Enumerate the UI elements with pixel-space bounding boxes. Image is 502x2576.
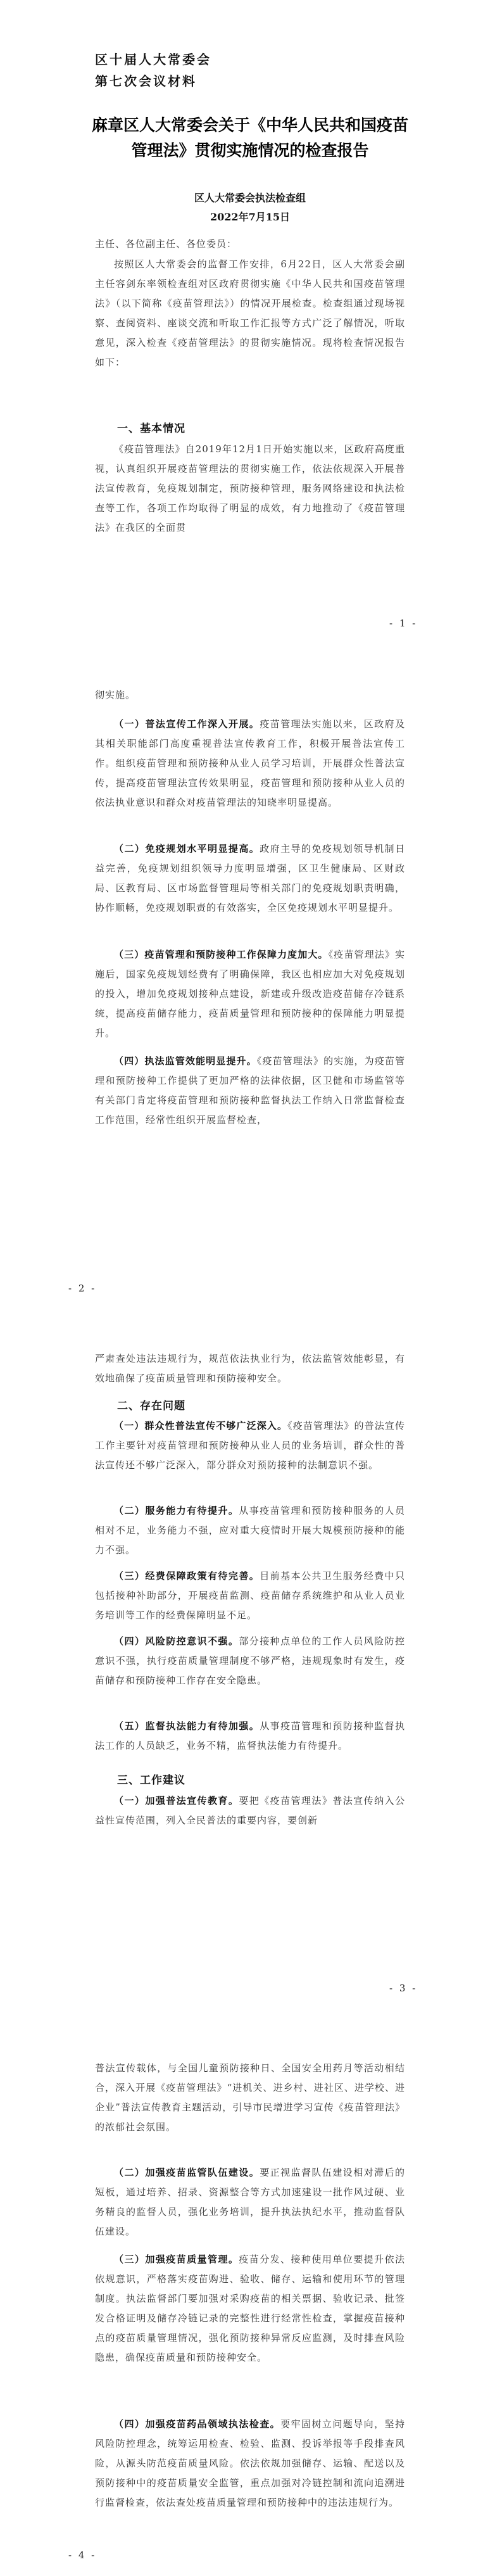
section-1-item-1 — [95, 714, 405, 832]
section-3-item-1 — [95, 1791, 405, 1850]
item-body: 要正视监督队伍建设相对滞后的短板，通过培养、招录、资源整合等方式加速建设一批作风过硬、业务精良的监督人员，强化业务培训，提升执法执纪水平，推动监督队伍建设。 — [95, 2167, 405, 2237]
page-2 — [0, 659, 502, 1324]
section-2-item-5 — [95, 1716, 405, 1756]
item-lead: （五）监督执法能力有待加强。 — [114, 1720, 260, 1732]
item-lead: （四）风险防控意识不强。 — [114, 1635, 239, 1647]
page-number-4: - 4 - — [68, 2549, 97, 2561]
item-lead: （三）经费保障政策有待完善。 — [114, 1570, 260, 1582]
item-body: 要牢固树立问题导向，坚持风险防控理念，统筹运用检查、检验、监测、投诉举报等手段排查风险，从源头防范疫苗质量风险。依法依规加强储存、运输、配送以及预防接种中的疫苗质量安全监管，重点加强对冷链控制和流向追溯进行监督检查，依法查处疫苗质量管理和预防接种中的违法违规行为。 — [95, 2418, 405, 2508]
item-lead: （四）加强疫苗药品领域执法检查。 — [114, 2418, 281, 2430]
report-date: 2022年7月15日 — [210, 211, 290, 223]
item-body: 《疫苗管理法》实施后，国家免疫规划经费有了明确保障，我区也相应加大对免疫规划的投入，增加免疫规划接种点建设，新建或升级改造疫苗储存冷链系统，提高疫苗储存能力，疫苗质量管理和预防接种的保障能力明显提升。 — [95, 949, 405, 1039]
page-number-1: - 1 - — [389, 618, 418, 629]
section-2-heading: 二、存在问题 — [117, 1400, 185, 1412]
item-body: 政府主导的免疫规划领导机制日益完善，免疫规划组织领导力度明显增强，区卫生健康局、区财政局、区教育局、区市场监督管理局等相关部门的免疫规划职责明确，协作顺畅，免疫规划职责的有效落实，全区免疫规划水平明显提升。 — [95, 843, 405, 913]
item-lead: （二）免疫规划水平明显提高。 — [114, 843, 260, 854]
section-2-item-1 — [95, 1416, 405, 1495]
section-2-item-4 — [95, 1632, 405, 1710]
section-1-item-4 — [95, 1051, 405, 1150]
item-body: 疫苗分发、接种使用单位要提升依法依规意识，严格落实疫苗购进、验收、储存、运输和使用环节的管理制度。执法监督部门要加强对采购疫苗的相关票据、验收记录、批签发合格证明及储存冷链记录的完整性进行经常性检查，掌握疫苗接种点的疫苗质量管理情况，强化预防接种异常反应监测，及时排查风险隐患，确保疫苗质量和预防接种安全。 — [95, 2254, 405, 2363]
page-4 — [0, 2033, 502, 2576]
section-1-heading: 一、基本情况 — [117, 422, 185, 435]
item-body: 《疫苗管理法》的实施，为疫苗管理和预防接种工作提供了更加严格的法律依据，区卫健和市场监管等有关部门肯定将疫苗管理和预防接种监督执法工作纳入日常监督检查工作范围，经常性组织开展监督检查， — [95, 1055, 405, 1126]
section-1-item-3 — [95, 945, 405, 1043]
item-lead: （四）执法监管效能明显提升。 — [114, 1055, 257, 1067]
item-lead: （三）加强疫苗质量管理。 — [114, 2254, 239, 2265]
section-2-item-2 — [95, 1501, 405, 1560]
section-1-paragraph: 《疫苗管理法》自2019年12月1日开始实施以来，区政府高度重视，认真组织开展疫苗管理法的贯彻实施工作，依法依规深入开展普法宣传教育，免疫规划制定，预防接种管理，服务网络建设和执法检查等工作，各项工作均取得了明显的成效，有力地推动了《疫苗管理法》在我区的全面贯 — [95, 443, 405, 533]
salutation: 主任、各位副主任、各位委员： — [95, 238, 237, 250]
section-3-item-2 — [95, 2163, 405, 2242]
report-title: 麻章区人大常委会关于《中华人民共和国疫苗管理法》贯彻实施情况的检查报告 — [92, 116, 409, 160]
section-1-paragraph-continued: 彻实施。 — [95, 689, 136, 701]
item-lead: （二）服务能力有待提升。 — [114, 1505, 239, 1516]
item-lead: （三）疫苗管理和预防接种工作保障力度加大。 — [114, 949, 329, 960]
page-number-3: - 3 - — [389, 1983, 418, 1994]
item-lead: （一）群众性普法宣传不够广泛深入。 — [114, 1420, 288, 1431]
item-lead: （一）普法宣传工作深入开展。 — [114, 718, 260, 730]
section-1-item-2 — [95, 839, 405, 937]
section-3-item-1-continued: 普法宣传载体，与全国儿童预防接种日、全国安全用药月等活动相结合，深入开展《疫苗管理法》“进机关、进乡村、进社区、进学校、进企业”普法宣传教育主题活动，引导市民增进学习宣传《疫苗管理法》的浓郁社会氛围。 — [95, 2062, 405, 2133]
page-number-2: - 2 - — [68, 1283, 97, 1294]
item-body: 部分接种点单位的工作人员风险防控意识不强，执行疫苗质量管理制度不够严格，违规现象时有发生，疫苗储存和预防接种工作存在安全隐患。 — [95, 1635, 405, 1686]
item-body: 从事疫苗管理和预防接种监督执法工作的人员缺乏，业务不精，监督执法能力有待提升。 — [95, 1720, 405, 1751]
section-2-item-3 — [95, 1566, 405, 1625]
section-3-item-4 — [95, 2414, 405, 2532]
section-1-item-4-continued: 严肃查处违法违规行为，规范依法执业行为，依法监管效能彰显，有效地确保了疫苗质量管理和预防接种安全。 — [95, 1353, 405, 1384]
item-body: 目前基本公共卫生服务经费中只包括接种补助部分，开展疫苗监测、疫苗储存系统维护和从业人员业务培训等工作的经费保障明显不足。 — [95, 1570, 405, 1621]
intro-paragraph: 按照区人大常委会的监督工作安排，6月22日，区人大常委会副主任容剑东率领检查组对区政府贯彻实施《中华人民共和国疫苗管理法》（以下简称《疫苗管理法》）的情况开展检查。检查组通过现场视察、查阅资料、座谈交流和听取工作汇报等方式广泛了解情况，听取意见，深入检查《疫苗管理法》的贯彻实施情况。现将检查情况报告如下： — [95, 258, 405, 368]
item-body: 从事疫苗管理和预防接种服务的人员相对不足，业务能力不强，应对重大疫情时开展大规模预防接种的能力不强。 — [95, 1505, 405, 1556]
item-lead: （二）加强疫苗监管队伍建设。 — [114, 2167, 260, 2178]
issuer: 区人大常委会执法检查组 — [194, 192, 306, 204]
meeting-header-line-1: 区十届人大常委会 — [95, 52, 211, 67]
page-1 — [0, 0, 502, 659]
item-body: 《疫苗管理法》的普法宣传工作主要针对疫苗管理和预防接种从业人员的业务培训，群众性的普法宣传还不够广泛深入，部分群众对预防接种的法制意识不强。 — [95, 1420, 405, 1471]
item-body: 要把《疫苗管理法》普法宣传纳入公益性宣传范围，列入全民普法的重要内容，要创新 — [95, 1795, 405, 1826]
section-3-item-3 — [95, 2250, 405, 2407]
page-3 — [0, 1324, 502, 2033]
section-3-heading: 三、工作建议 — [117, 1774, 185, 1787]
item-body: 疫苗管理法实施以来，区政府及其相关职能部门高度重视普法宣传教育工作，积极开展普法宣传工作。组织疫苗管理和预防接种从业人员学习培训，开展群众性普法宣传，提高疫苗管理法宣传效果明显，疫苗管理和预防接种从业人员的依法执业意识和群众对疫苗管理法的知晓率明显提高。 — [95, 718, 405, 808]
item-lead: （一）加强普法宣传教育。 — [114, 1795, 239, 1806]
meeting-header-line-2: 第七次会议材料 — [95, 73, 197, 89]
